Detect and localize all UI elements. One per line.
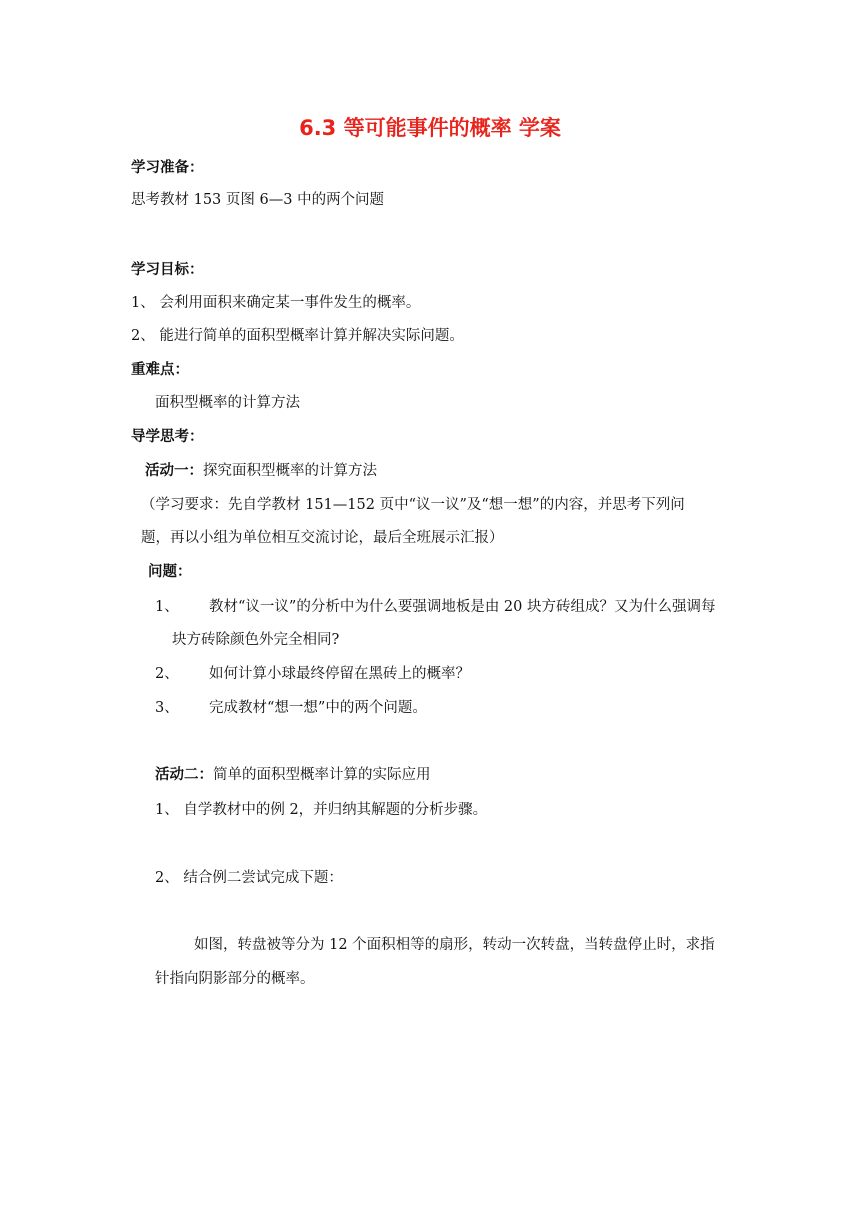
question-1-text-line-2: 块方砖除颜色外完全相同? [172, 632, 340, 648]
question-3-text: 完成教材“想一想”中的两个问题。 [209, 700, 427, 716]
activity-1-requirement-line-2: 题，再以小组为单位相互交流讨论，最后全班展示汇报） [141, 530, 504, 546]
activity-1-title: 探究面积型概率的计算方法 [203, 463, 377, 479]
question-3-number: 3、 [155, 700, 179, 716]
question-2-number: 2、 [155, 666, 179, 682]
question-3 [155, 698, 427, 718]
activity-2-title: 简单的面积型概率计算的实际应用 [213, 767, 431, 783]
question-1-text-line-1: 教材“议一议”的分析中为什么要强调地板是由 20 块方砖组成？又为什么强调每 [209, 599, 716, 615]
question-2-text: 如何计算小球最终停留在黑砖上的概率？ [209, 666, 470, 682]
problem-text-line-1: 如图，转盘被等分为 12 个面积相等的扇形，转动一次转盘，当转盘停止时，求指 [194, 937, 715, 953]
goal-item-2: 2、 能进行简单的面积型概率计算并解决实际问题。 [131, 328, 464, 344]
activity-1-line [145, 461, 377, 481]
page-title: 6.3 等可能事件的概率 学案 [299, 116, 561, 140]
key-points-text: 面积型概率的计算方法 [155, 395, 300, 411]
guide-heading: 导学思考： [131, 429, 204, 445]
question-2 [155, 664, 470, 684]
activity-2-line [155, 765, 431, 785]
activity-2-label: 活动二： [155, 767, 213, 783]
prep-heading: 学习准备： [131, 160, 204, 176]
activity-2-item-2: 2、 结合例二尝试完成下题： [155, 870, 343, 886]
activity-1-label: 活动一： [145, 463, 203, 479]
questions-heading: 问题： [148, 564, 192, 580]
question-1 [155, 597, 716, 617]
prep-text: 思考教材 153 页图 6—3 中的两个问题 [131, 192, 385, 208]
goal-item-1: 1、 会利用面积来确定某一事件发生的概率。 [131, 295, 421, 311]
activity-1-requirement-line-1: （学习要求：先自学教材 151—152 页中“议一议”及“想一想”的内容，并思考下列问 [141, 497, 685, 513]
problem-text-line-2: 针指向阴影部分的概率。 [155, 971, 315, 987]
goals-heading: 学习目标： [131, 262, 204, 278]
question-1-number: 1、 [155, 599, 179, 615]
key-points-heading: 重难点： [131, 362, 189, 378]
activity-2-item-1: 1、 自学教材中的例 2，并归纳其解题的分析步骤。 [155, 802, 488, 818]
